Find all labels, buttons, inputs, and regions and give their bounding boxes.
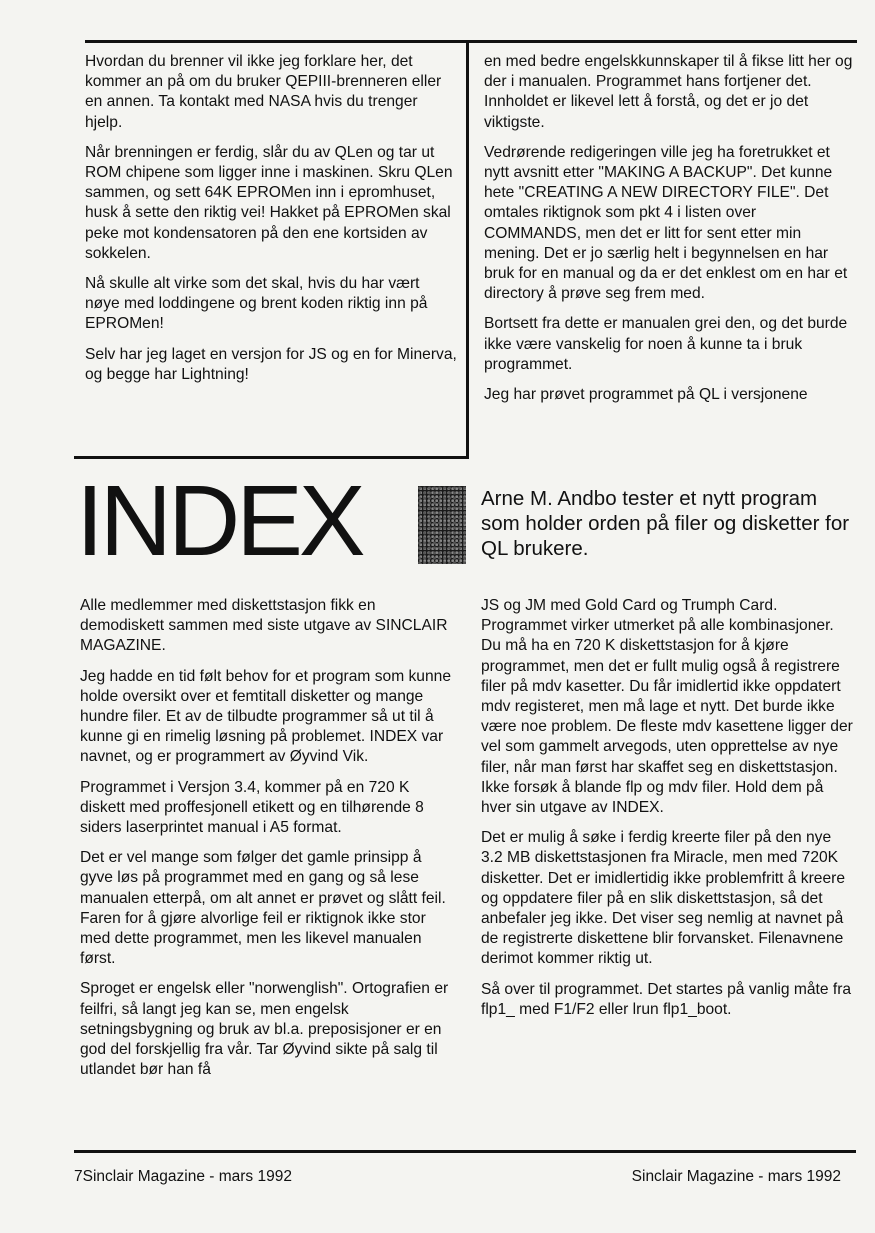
column-bottom-right xyxy=(481,596,853,1030)
paragraph: Programmet i Versjon 3.4, kommer på en 720 K diskett med proffesjonell etikett og en tilhørende 8 siders laserprintet manual i A5 format. xyxy=(80,778,424,837)
column-top-left xyxy=(85,52,457,395)
paragraph: en med bedre engelskkunnskaper til å fikse litt her og der i manualen. Programmet hans fortjener det. Innholdet er likevel lett å forstå, og det er jo det viktigste. xyxy=(484,53,853,131)
paragraph: Sproget er engelsk eller "norwenglish". Ortografien er feilfri, så langt jeg kan se, men engelsk setningsbygning og bruk av bl.a. preposisjoner er en god del forskjellig fra vår. Tar Øyvind sikte på salg til utlandet bør han få xyxy=(80,980,449,1079)
column-bottom-left xyxy=(80,596,454,1090)
footer-left: 7Sinclair Magazine - mars 1992 xyxy=(74,1168,292,1185)
column-top-right xyxy=(484,52,854,415)
article-subtitle: Arne M. Andbo tester et nytt program som holder orden på filer og disketter for QL brukere. xyxy=(481,487,850,560)
paragraph: Bortsett fra dette er manualen grei den, og det burde ikke være vanskelig for noen å kunne ta i bruk programmet. xyxy=(484,315,848,373)
paragraph: Alle medlemmer med diskettstasjon fikk en demodiskett sammen med siste utgave av SINCLAIR MAGAZINE. xyxy=(80,597,448,655)
box-border-bottom xyxy=(74,456,469,459)
paragraph: Når brenningen er ferdig, slår du av QLen og tar ut ROM chipene som ligger inne i maskinen. Skru QLen sammen, og sett 64K EPROMen inn i epromhuset, husk å sette den riktig vei! Hakket på EPROMen skal peke mot kondensatoren på den ene kortsiden av sokkelen. xyxy=(85,143,453,262)
footer-right: Sinclair Magazine - mars 1992 xyxy=(631,1168,841,1185)
paragraph: Så over til programmet. Det startes på vanlig måte fra flp1_ med F1/F2 eller lrun flp1_boot. xyxy=(481,980,852,1018)
bottom-rule xyxy=(74,1150,856,1153)
paragraph: Hvordan du brenner vil ikke jeg forklare her, det kommer an på om du bruker QEPIII-brenneren eller en annen. Ta kontakt med NASA hvis du trenger hjelp. xyxy=(85,53,442,131)
paragraph: Jeg hadde en tid følt behov for et program som kunne holde oversikt over et femtitall disketter og mange hundre filer. Et av de tilbudte programmer så ut til å kunne gi en rimelig løsning på problemet. INDEX var navnet, og er programmert av Øyvind Vik. xyxy=(80,667,451,766)
box-border-right xyxy=(466,42,469,458)
paragraph: Jeg har prøvet programmet på QL i versjonene xyxy=(484,386,808,404)
article-title: INDEX xyxy=(76,465,362,577)
paragraph: Det er vel mange som følger det gamle prinsipp å gyve løs på programmet med en gang og så lese manualen etterpå, om alt annet er prøvet og slått feil. Faren for å gjøre alvorlige feil er riktignok ikke stor med dette programmet, men les likevel manualen først. xyxy=(80,849,446,968)
title-graphic-block xyxy=(418,486,466,564)
top-rule xyxy=(85,40,857,43)
paragraph: JS og JM med Gold Card og Trumph Card. Programmet virker utmerket på alle kombinasjoner. Du må ha en 720 K diskettstasjon for å kjøre programmet, men det er fullt mulig også å registrere filer på mdv kasetter. Du får imidlertid ikke oppdatert mdv registeret, men må lage et nytt. Det burde ikke være noe problem. De fleste mdv kasettene ligger der vel som gammelt arvegods, uten opprettelse av nye filer, når man først har skaffet seg en diskettstasjon. Ikke forsøk å blande flp og mdv filer. Hold dem på hver sin utgave av INDEX. xyxy=(481,597,853,817)
paragraph: Vedrørende redigeringen ville jeg ha foretrukket et nytt avsnitt etter "MAKING A BACKUP". Det kunne hete "CREATING A NEW DIRECTORY FILE". Det omtales riktignok som pkt 4 i listen over COMMANDS, men det er litt for sent etter min mening. Det er jo særlig helt i begynnelsen en har bruk for en manual og da er det enklest om en har et directory å prøve seg frem med. xyxy=(484,143,848,303)
paragraph: Selv har jeg laget en versjon for JS og en for Minerva, og begge har Lightning! xyxy=(85,345,457,383)
paragraph: Nå skulle alt virke som det skal, hvis du har vært nøye med loddingene og brent koden riktig inn på EPROMen! xyxy=(85,275,428,333)
paragraph: Det er mulig å søke i ferdig kreerte filer på den nye 3.2 MB diskettstasjonen fra Miracle, men med 720K disketter. Det er imidlertidig ikke problemfritt å kreere og oppdatere filer på en slik diskettstasjon, så det anbefaler jeg ikke. Det viser seg nemlig at navnet på de registrerte diskettene blir forvansket. Filenavnene derimot kommer riktig ut. xyxy=(481,829,845,968)
